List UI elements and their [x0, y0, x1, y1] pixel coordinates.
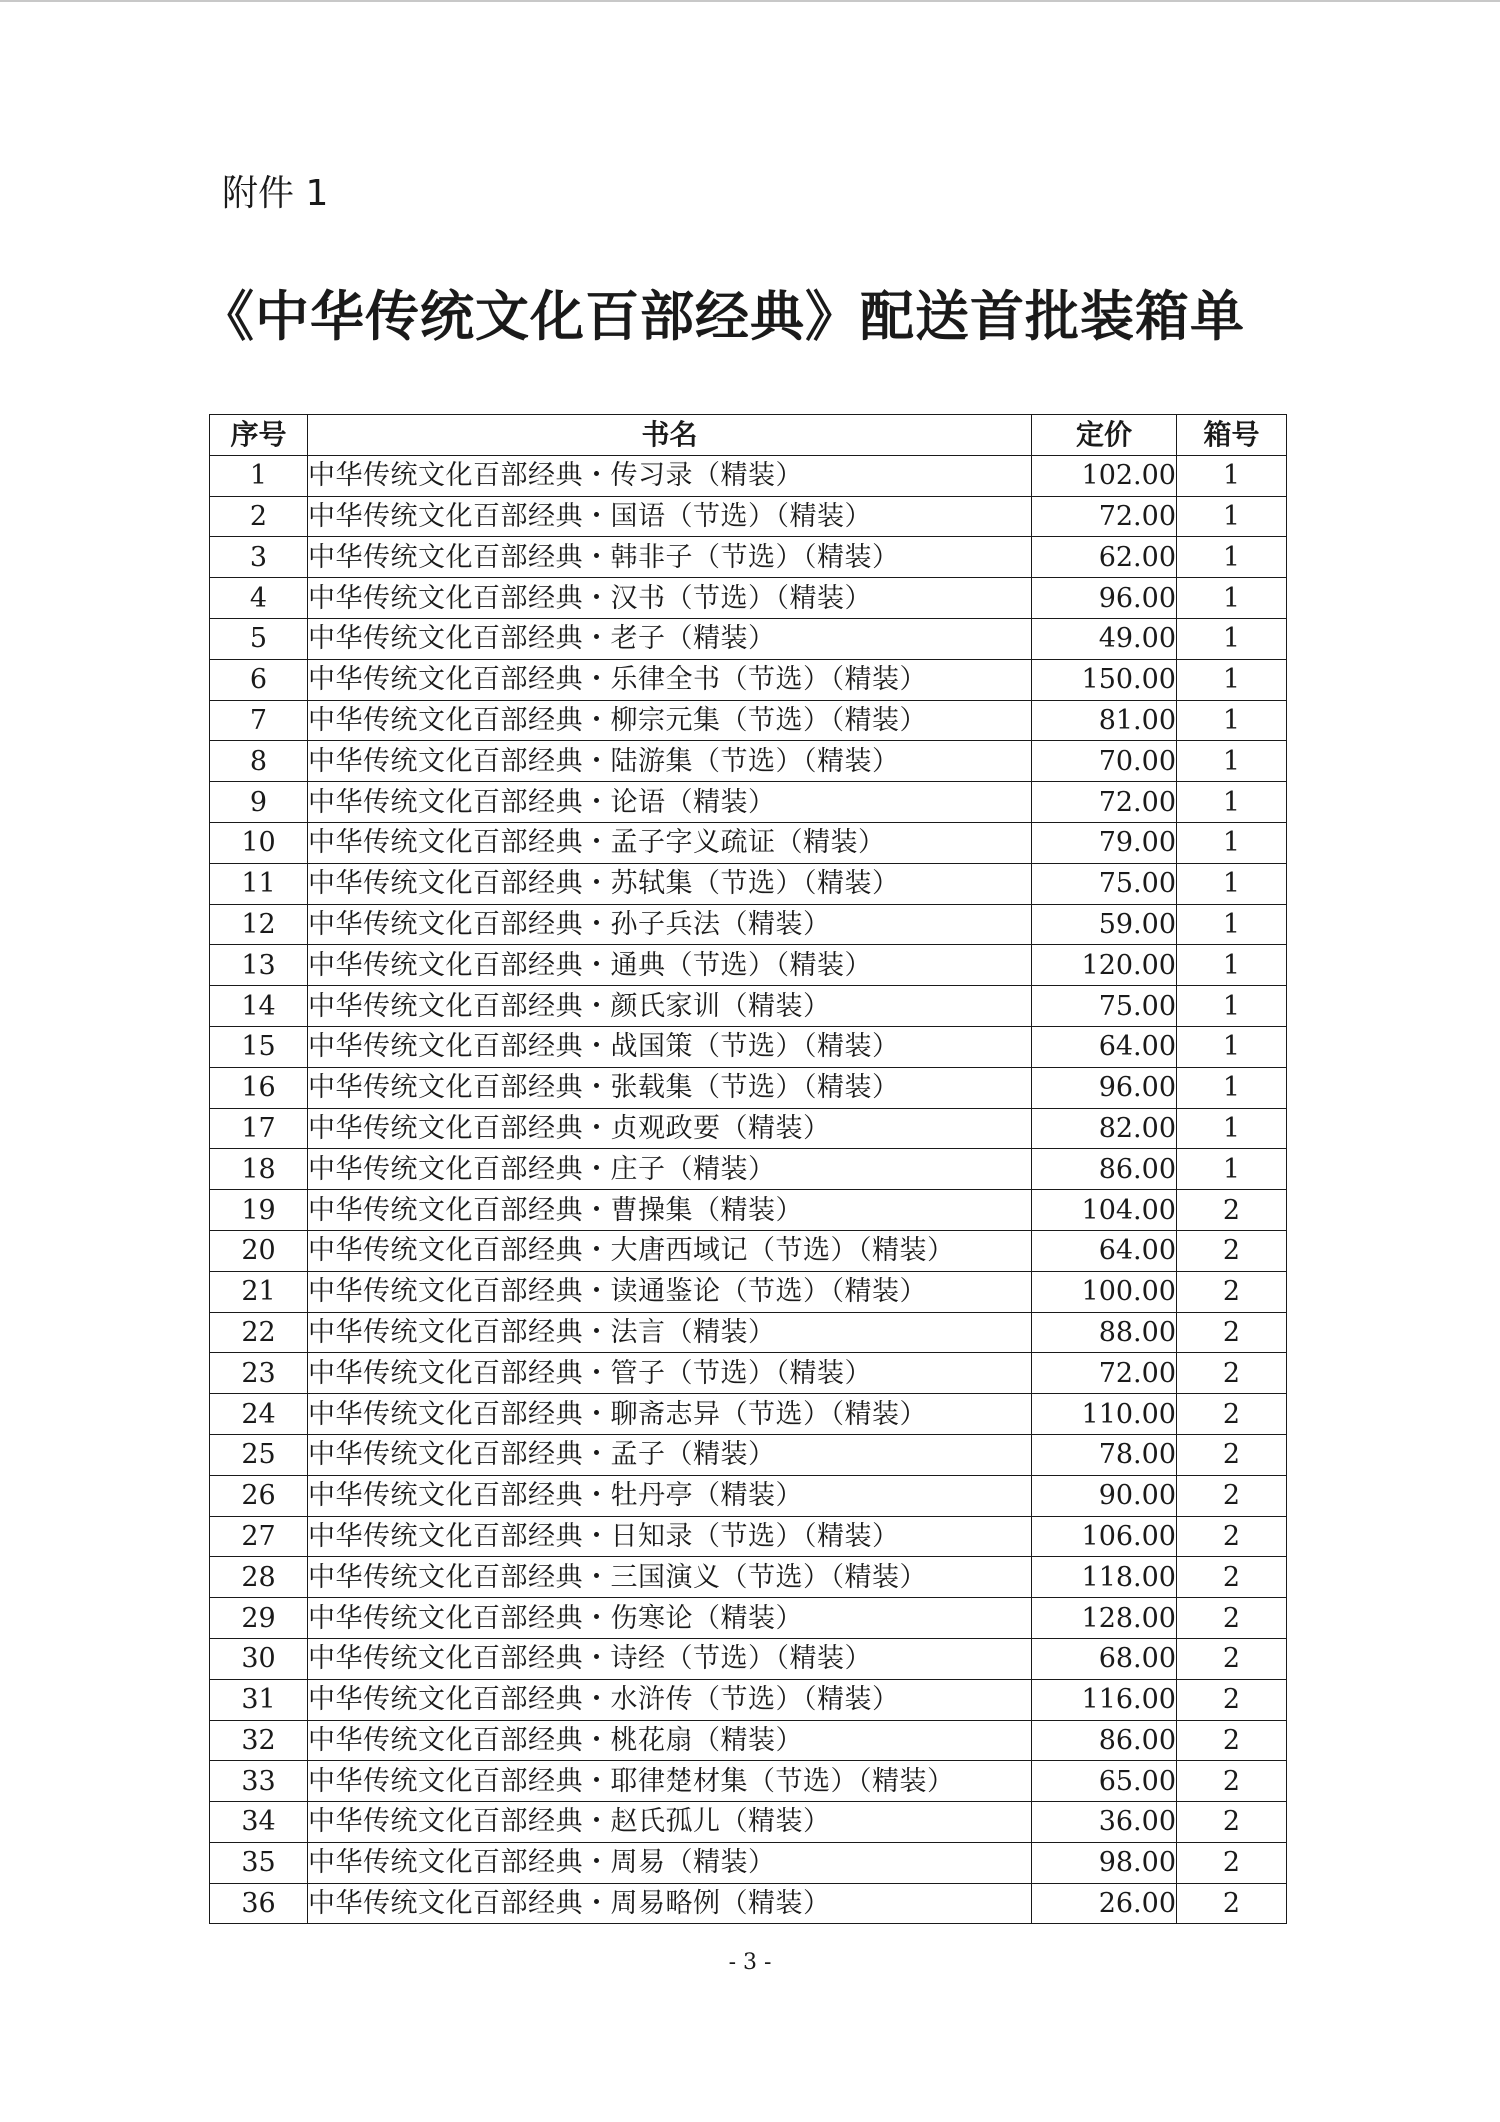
- book-name: 中华传统文化百部经典・周易（精装）: [308, 1842, 1032, 1883]
- row-number: 28: [210, 1557, 308, 1598]
- book-price: 75.00: [1032, 986, 1177, 1027]
- row-number: 14: [210, 986, 308, 1027]
- book-price: 36.00: [1032, 1802, 1177, 1843]
- box-number: 1: [1177, 455, 1287, 496]
- book-name: 中华传统文化百部经典・汉书（节选）（精装）: [308, 578, 1032, 619]
- box-number: 2: [1177, 1475, 1287, 1516]
- table-row: [210, 659, 1287, 700]
- box-number: 1: [1177, 537, 1287, 578]
- box-number: 1: [1177, 578, 1287, 619]
- table-row: [210, 1638, 1287, 1679]
- book-name: 中华传统文化百部经典・韩非子（节选）（精装）: [308, 537, 1032, 578]
- book-name: 中华传统文化百部经典・聊斋志异（节选）（精装）: [308, 1394, 1032, 1435]
- book-name: 中华传统文化百部经典・孟子（精装）: [308, 1434, 1032, 1475]
- row-number: 31: [210, 1679, 308, 1720]
- row-number: 30: [210, 1638, 308, 1679]
- row-number: 18: [210, 1149, 308, 1190]
- table-row: [210, 1108, 1287, 1149]
- table-row: [210, 1516, 1287, 1557]
- box-number: 2: [1177, 1720, 1287, 1761]
- book-price: 79.00: [1032, 822, 1177, 863]
- book-name: 中华传统文化百部经典・孟子字义疏证（精装）: [308, 822, 1032, 863]
- row-number: 5: [210, 618, 308, 659]
- book-price: 59.00: [1032, 904, 1177, 945]
- book-name: 中华传统文化百部经典・陆游集（节选）（精装）: [308, 741, 1032, 782]
- book-price: 116.00: [1032, 1679, 1177, 1720]
- table-row: [210, 1434, 1287, 1475]
- box-number: 2: [1177, 1557, 1287, 1598]
- book-name: 中华传统文化百部经典・水浒传（节选）（精装）: [308, 1679, 1032, 1720]
- book-price: 100.00: [1032, 1271, 1177, 1312]
- box-number: 2: [1177, 1761, 1287, 1802]
- book-name: 中华传统文化百部经典・曹操集（精装）: [308, 1190, 1032, 1231]
- table-row: [210, 1271, 1287, 1312]
- book-name: 中华传统文化百部经典・牡丹亭（精装）: [308, 1475, 1032, 1516]
- box-number: 1: [1177, 496, 1287, 537]
- book-price: 82.00: [1032, 1108, 1177, 1149]
- row-number: 7: [210, 700, 308, 741]
- table-row: [210, 1842, 1287, 1883]
- table-row: [210, 822, 1287, 863]
- book-name: 中华传统文化百部经典・苏轼集（节选）（精装）: [308, 863, 1032, 904]
- box-number: 1: [1177, 945, 1287, 986]
- book-name: 中华传统文化百部经典・通典（节选）（精装）: [308, 945, 1032, 986]
- book-name: 中华传统文化百部经典・战国策（节选）（精装）: [308, 1026, 1032, 1067]
- box-number: 1: [1177, 1067, 1287, 1108]
- book-price: 86.00: [1032, 1720, 1177, 1761]
- book-name: 中华传统文化百部经典・赵氏孤儿（精装）: [308, 1802, 1032, 1843]
- row-number: 21: [210, 1271, 308, 1312]
- table-row: [210, 496, 1287, 537]
- box-number: 2: [1177, 1598, 1287, 1639]
- table-row: [210, 1557, 1287, 1598]
- box-number: 1: [1177, 1149, 1287, 1190]
- book-name: 中华传统文化百部经典・三国演义（节选）（精装）: [308, 1557, 1032, 1598]
- book-price: 150.00: [1032, 659, 1177, 700]
- table-row: [210, 700, 1287, 741]
- row-number: 35: [210, 1842, 308, 1883]
- row-number: 23: [210, 1353, 308, 1394]
- book-name: 中华传统文化百部经典・伤寒论（精装）: [308, 1598, 1032, 1639]
- box-number: 1: [1177, 782, 1287, 823]
- row-number: 8: [210, 741, 308, 782]
- row-number: 4: [210, 578, 308, 619]
- table-row: [210, 863, 1287, 904]
- book-name: 中华传统文化百部经典・周易略例（精装）: [308, 1883, 1032, 1924]
- book-price: 96.00: [1032, 578, 1177, 619]
- book-price: 81.00: [1032, 700, 1177, 741]
- book-price: 96.00: [1032, 1067, 1177, 1108]
- row-number: 6: [210, 659, 308, 700]
- table-row: [210, 1475, 1287, 1516]
- book-name: 中华传统文化百部经典・日知录（节选）（精装）: [308, 1516, 1032, 1557]
- page-number: - 3 -: [728, 1950, 772, 1975]
- book-name: 中华传统文化百部经典・法言（精装）: [308, 1312, 1032, 1353]
- table-row: [210, 1149, 1287, 1190]
- book-price: 49.00: [1032, 618, 1177, 659]
- column-header-price: 定价: [1032, 415, 1177, 456]
- book-price: 78.00: [1032, 1434, 1177, 1475]
- book-name: 中华传统文化百部经典・颜氏家训（精装）: [308, 986, 1032, 1027]
- table-row: [210, 1067, 1287, 1108]
- book-name: 中华传统文化百部经典・柳宗元集（节选）（精装）: [308, 700, 1032, 741]
- row-number: 19: [210, 1190, 308, 1231]
- book-price: 26.00: [1032, 1883, 1177, 1924]
- table-row: [210, 1883, 1287, 1924]
- table-row: [210, 578, 1287, 619]
- box-number: 1: [1177, 904, 1287, 945]
- packing-list-table: [209, 414, 1287, 1924]
- book-price: 118.00: [1032, 1557, 1177, 1598]
- book-name: 中华传统文化百部经典・耶律楚材集（节选）（精装）: [308, 1761, 1032, 1802]
- box-number: 1: [1177, 1108, 1287, 1149]
- table-row: [210, 1802, 1287, 1843]
- row-number: 34: [210, 1802, 308, 1843]
- box-number: 1: [1177, 1026, 1287, 1067]
- row-number: 25: [210, 1434, 308, 1475]
- table-row: [210, 455, 1287, 496]
- row-number: 20: [210, 1230, 308, 1271]
- box-number: 2: [1177, 1271, 1287, 1312]
- book-price: 72.00: [1032, 782, 1177, 823]
- box-number: 2: [1177, 1638, 1287, 1679]
- book-price: 86.00: [1032, 1149, 1177, 1190]
- box-number: 2: [1177, 1802, 1287, 1843]
- table-row: [210, 1720, 1287, 1761]
- book-price: 98.00: [1032, 1842, 1177, 1883]
- book-price: 70.00: [1032, 741, 1177, 782]
- row-number: 33: [210, 1761, 308, 1802]
- box-number: 2: [1177, 1190, 1287, 1231]
- table-row: [210, 904, 1287, 945]
- book-name: 中华传统文化百部经典・桃花扇（精装）: [308, 1720, 1032, 1761]
- book-name: 中华传统文化百部经典・读通鉴论（节选）（精装）: [308, 1271, 1032, 1312]
- column-header-box: 箱号: [1177, 415, 1287, 456]
- box-number: 1: [1177, 618, 1287, 659]
- row-number: 15: [210, 1026, 308, 1067]
- box-number: 1: [1177, 741, 1287, 782]
- row-number: 17: [210, 1108, 308, 1149]
- book-name: 中华传统文化百部经典・传习录（精装）: [308, 455, 1032, 496]
- book-name: 中华传统文化百部经典・张载集（节选）（精装）: [308, 1067, 1032, 1108]
- box-number: 2: [1177, 1434, 1287, 1475]
- book-name: 中华传统文化百部经典・贞观政要（精装）: [308, 1108, 1032, 1149]
- row-number: 22: [210, 1312, 308, 1353]
- table-row: [210, 1761, 1287, 1802]
- table-row: [210, 1598, 1287, 1639]
- box-number: 2: [1177, 1883, 1287, 1924]
- book-price: 72.00: [1032, 1353, 1177, 1394]
- box-number: 2: [1177, 1394, 1287, 1435]
- table-row: [210, 741, 1287, 782]
- row-number: 2: [210, 496, 308, 537]
- column-header-no: 序号: [210, 415, 308, 456]
- book-price: 64.00: [1032, 1026, 1177, 1067]
- box-number: 1: [1177, 986, 1287, 1027]
- book-price: 75.00: [1032, 863, 1177, 904]
- column-header-name: 书名: [308, 415, 1032, 456]
- book-name: 中华传统文化百部经典・管子（节选）（精装）: [308, 1353, 1032, 1394]
- table-header-row: [210, 415, 1287, 456]
- book-name: 中华传统文化百部经典・论语（精装）: [308, 782, 1032, 823]
- box-number: 2: [1177, 1679, 1287, 1720]
- book-name: 中华传统文化百部经典・诗经（节选）（精装）: [308, 1638, 1032, 1679]
- page-title: 《中华传统文化百部经典》配送首批装箱单: [200, 285, 1245, 348]
- book-price: 104.00: [1032, 1190, 1177, 1231]
- box-number: 1: [1177, 659, 1287, 700]
- table-row: [210, 618, 1287, 659]
- box-number: 2: [1177, 1842, 1287, 1883]
- book-price: 90.00: [1032, 1475, 1177, 1516]
- box-number: 2: [1177, 1516, 1287, 1557]
- book-price: 102.00: [1032, 455, 1177, 496]
- table-row: [210, 986, 1287, 1027]
- row-number: 12: [210, 904, 308, 945]
- table-row: [210, 945, 1287, 986]
- book-name: 中华传统文化百部经典・大唐西域记（节选）（精装）: [308, 1230, 1032, 1271]
- book-name: 中华传统文化百部经典・老子（精装）: [308, 618, 1032, 659]
- book-price: 128.00: [1032, 1598, 1177, 1639]
- book-name: 中华传统文化百部经典・乐律全书（节选）（精装）: [308, 659, 1032, 700]
- book-name: 中华传统文化百部经典・孙子兵法（精装）: [308, 904, 1032, 945]
- row-number: 26: [210, 1475, 308, 1516]
- table-row: [210, 537, 1287, 578]
- table-row: [210, 1230, 1287, 1271]
- book-price: 88.00: [1032, 1312, 1177, 1353]
- box-number: 1: [1177, 700, 1287, 741]
- page-top-border: [0, 0, 1500, 2]
- table-row: [210, 1312, 1287, 1353]
- row-number: 36: [210, 1883, 308, 1924]
- table-row: [210, 782, 1287, 823]
- row-number: 27: [210, 1516, 308, 1557]
- book-price: 120.00: [1032, 945, 1177, 986]
- box-number: 1: [1177, 822, 1287, 863]
- book-price: 72.00: [1032, 496, 1177, 537]
- table-row: [210, 1394, 1287, 1435]
- row-number: 29: [210, 1598, 308, 1639]
- row-number: 3: [210, 537, 308, 578]
- table-row: [210, 1353, 1287, 1394]
- box-number: 2: [1177, 1353, 1287, 1394]
- box-number: 2: [1177, 1230, 1287, 1271]
- row-number: 16: [210, 1067, 308, 1108]
- table-row: [210, 1190, 1287, 1231]
- box-number: 1: [1177, 863, 1287, 904]
- row-number: 10: [210, 822, 308, 863]
- book-price: 62.00: [1032, 537, 1177, 578]
- book-price: 65.00: [1032, 1761, 1177, 1802]
- box-number: 2: [1177, 1312, 1287, 1353]
- table-row: [210, 1679, 1287, 1720]
- row-number: 9: [210, 782, 308, 823]
- book-price: 68.00: [1032, 1638, 1177, 1679]
- row-number: 32: [210, 1720, 308, 1761]
- book-name: 中华传统文化百部经典・庄子（精装）: [308, 1149, 1032, 1190]
- book-price: 106.00: [1032, 1516, 1177, 1557]
- table-row: [210, 1026, 1287, 1067]
- row-number: 24: [210, 1394, 308, 1435]
- book-price: 110.00: [1032, 1394, 1177, 1435]
- book-price: 64.00: [1032, 1230, 1177, 1271]
- table-body: [210, 455, 1287, 1924]
- book-name: 中华传统文化百部经典・国语（节选）（精装）: [308, 496, 1032, 537]
- attachment-label: 附件 1: [222, 173, 329, 214]
- row-number: 11: [210, 863, 308, 904]
- row-number: 13: [210, 945, 308, 986]
- row-number: 1: [210, 455, 308, 496]
